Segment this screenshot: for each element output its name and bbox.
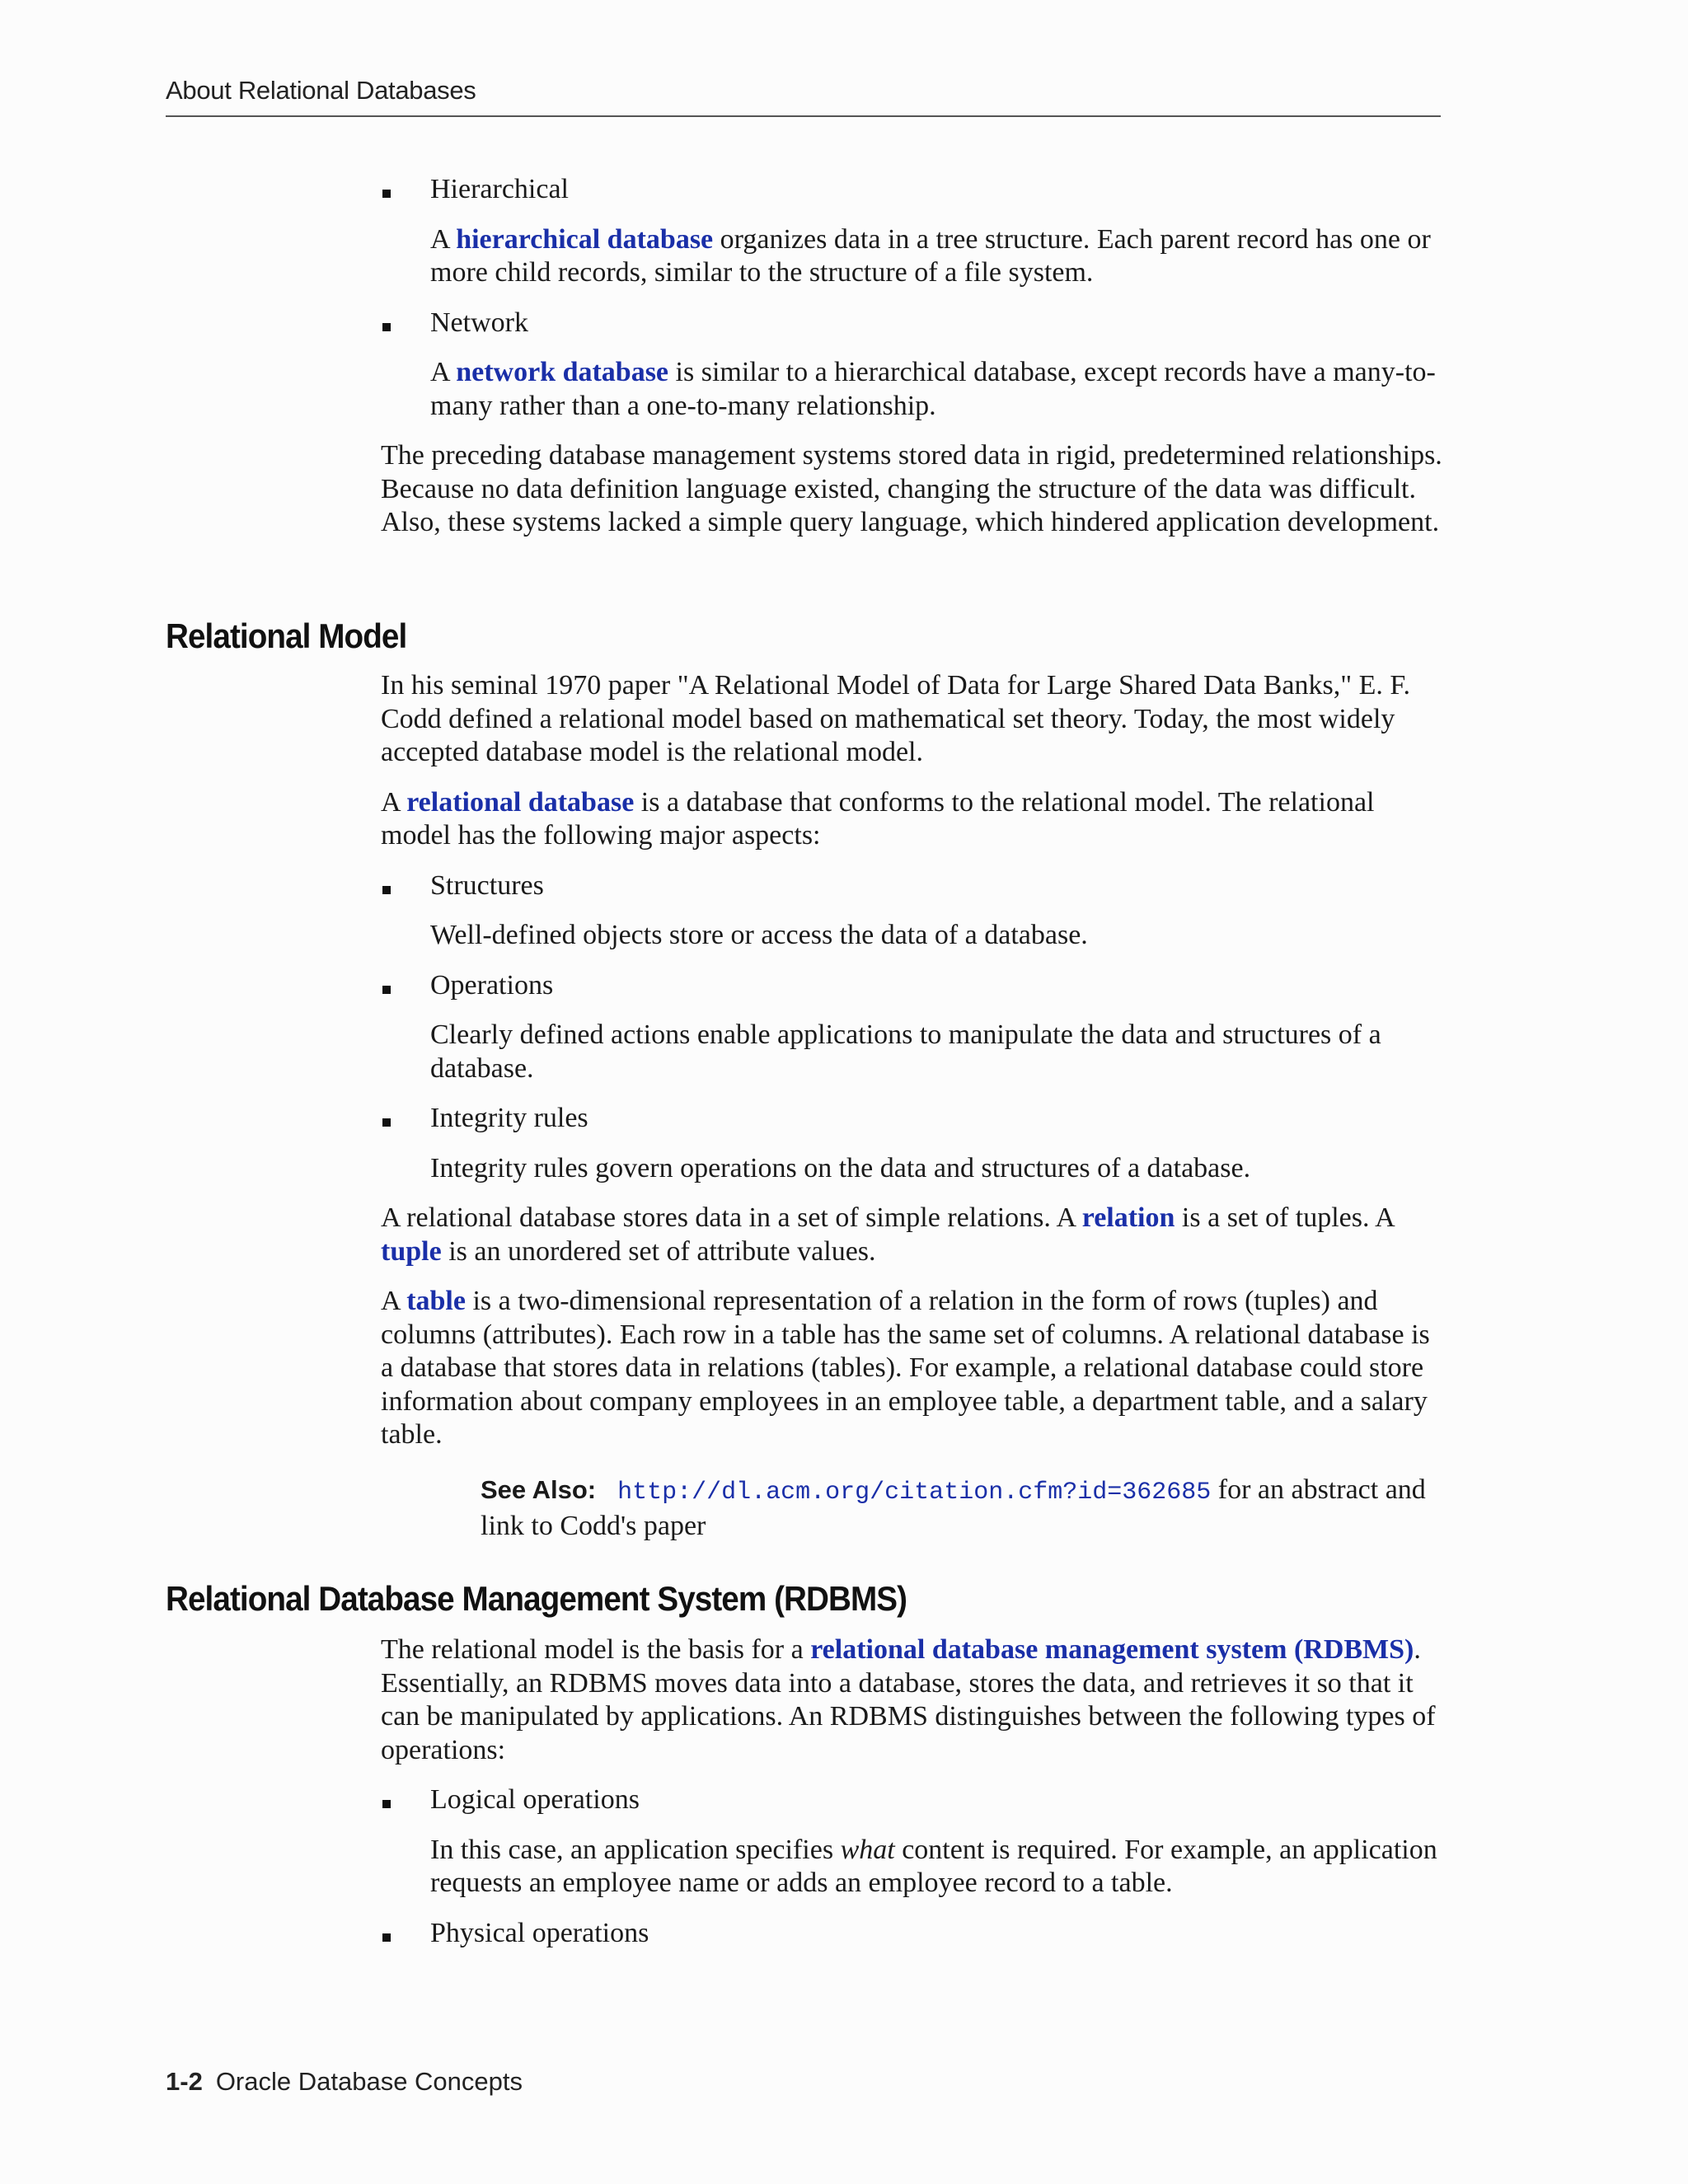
bullet-square-icon bbox=[382, 986, 391, 994]
list-item-label: Network bbox=[430, 307, 528, 338]
rdbms-content bbox=[381, 1633, 1444, 1966]
list-item-integrity-rules bbox=[381, 1102, 1444, 1136]
list-item-label: Operations bbox=[430, 969, 554, 1001]
glossary-link-network-database[interactable]: network database bbox=[456, 357, 669, 387]
list-item-description: A hierarchical database organizes data in a tree structure. Each parent record has one or more child records, similar to the structure of a file system. bbox=[430, 223, 1431, 288]
see-also-note bbox=[481, 1474, 1437, 1543]
glossary-link-hierarchical-database[interactable]: hierarchical database bbox=[456, 223, 714, 255]
paragraph: A table is a two-dimensional representation of a relation in the form of rows (tuples) and columns (attributes). Each row in a table has the same set of columns. A relational database is a database that stores data in relations (tables). For example, a relational database could store information about company employees in an employee table, a department table, and a salary table. bbox=[381, 1286, 1430, 1450]
paragraph: In his seminal 1970 paper "A Relational Model of Data for Large Shared Data Banks," E. F. Codd defined a relational model based on mathematical set theory. Today, the most widely accepted database model is the relational model. bbox=[381, 670, 1411, 767]
book-title: Oracle Database Concepts bbox=[215, 2067, 523, 2096]
list-item-description: In this case, an application specifies what content is required. For example, an application requests an employee name or adds an employee record to a table. bbox=[430, 1834, 1437, 1898]
list-item-label: Hierarchical bbox=[430, 174, 569, 204]
see-also-label: See Also: bbox=[481, 1475, 597, 1504]
list-item-logical-operations bbox=[381, 1783, 1444, 1817]
bullet-square-icon bbox=[382, 190, 391, 198]
section-heading-relational-model: Relational Model bbox=[166, 616, 407, 655]
list-item-structures bbox=[381, 869, 1444, 903]
glossary-link-table[interactable]: table bbox=[406, 1286, 466, 1316]
glossary-link-relational-database[interactable]: relational database bbox=[406, 786, 635, 818]
intro-paragraph: The preceding database management systems stored data in rigid, predetermined relationships. Because no data definition language existed, changing the structure of the data was difficult. Also, these systems lacked a simple query language, which hindered application development. bbox=[381, 440, 1442, 537]
paragraph: The relational model is the basis for a relational database management system (RDBMS). Essentially, an RDBMS moves data into a database, stores the data, and retrieves it so that it can be manipulated by applications. An RDBMS distinguishes between the following types of operations: bbox=[381, 1634, 1436, 1765]
list-item-label: Structures bbox=[430, 869, 544, 901]
bullet-square-icon bbox=[382, 323, 391, 331]
list-item-hierarchical bbox=[381, 173, 1444, 207]
header-rule bbox=[166, 115, 1441, 117]
bullet-square-icon bbox=[382, 1118, 391, 1127]
page-number: 1-2 bbox=[166, 2067, 203, 2096]
bullet-square-icon bbox=[382, 1933, 391, 1942]
bullet-square-icon bbox=[382, 1800, 391, 1808]
glossary-link-rdbms[interactable]: relational database management system (RDBMS) bbox=[810, 1634, 1414, 1665]
list-item-description: Clearly defined actions enable applications to manipulate the data and structures of a database. bbox=[430, 1019, 1381, 1084]
list-item-label: Physical operations bbox=[430, 1917, 649, 1948]
see-also-text: for an abstract and link to Codd's paper bbox=[481, 1474, 1426, 1541]
list-item-network bbox=[381, 307, 1444, 340]
list-item-operations bbox=[381, 969, 1444, 1003]
top-content bbox=[381, 173, 1444, 556]
relational-model-content bbox=[381, 669, 1444, 1469]
paragraph: A relational database is a database that conforms to the relational model. The relational model has the following major aspects: bbox=[381, 786, 1375, 851]
page-footer bbox=[166, 2067, 523, 2097]
list-item-description: Well-defined objects store or access the data of a database. bbox=[430, 920, 1088, 950]
section-heading-rdbms: Relational Database Management System (RDBMS) bbox=[166, 1579, 907, 1618]
list-item-description: Integrity rules govern operations on the data and structures of a database. bbox=[430, 1152, 1251, 1183]
paragraph: A relational database stores data in a set of simple relations. A relation is a set of tuples. A tuple is an unordered set of attribute values. bbox=[381, 1202, 1394, 1267]
codd-paper-link[interactable]: http://dl.acm.org/citation.cfm?id=362685 bbox=[617, 1479, 1212, 1507]
list-item-label: Logical operations bbox=[430, 1784, 640, 1815]
bullet-square-icon bbox=[382, 886, 391, 894]
list-item-label: Integrity rules bbox=[430, 1103, 588, 1133]
list-item-physical-operations bbox=[381, 1917, 1444, 1951]
glossary-link-tuple[interactable]: tuple bbox=[381, 1235, 442, 1267]
list-item-description: A network database is similar to a hierarchical database, except records have a many-to-many rather than a one-to-many relationship. bbox=[430, 357, 1436, 421]
running-header: About Relational Databases bbox=[166, 76, 476, 105]
glossary-link-relation[interactable]: relation bbox=[1081, 1202, 1175, 1233]
